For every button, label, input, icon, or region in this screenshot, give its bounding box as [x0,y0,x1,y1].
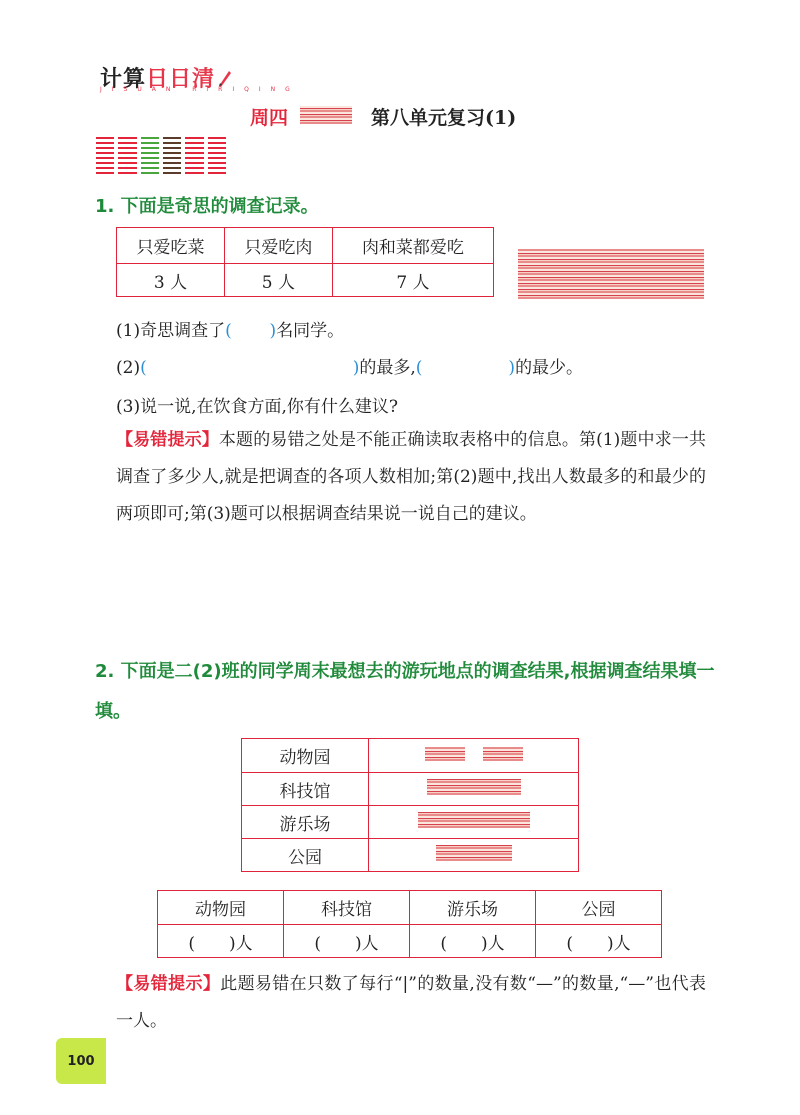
q1-error-tip: 【易错提示】本题的易错之处是不能正确读取表格中的信息。第(1)题中求一共调查了多少人,就是把调查的各项人数相加;第(2)题中,找出人数最多的和最少的两项即可;第(3)题可以根据调查结果说一说自己的建议。 [116,430,706,524]
answer-blank-cell[interactable]: ( )人 [284,925,410,958]
answer-header-cell: 公园 [536,891,662,925]
day-label: 周四 [250,107,289,129]
answer-header-cell: 动物园 [158,891,284,925]
question-1-title: 1. 下面是奇思的调查记录。 [95,196,319,217]
tally-row-label: 科技馆 [242,773,369,806]
q1-value-cell: 3 人 [117,264,225,297]
question-2-title: 2. 下面是二(2)班的同学周末最想去的游玩地点的调查结果,根据调查结果填一填。 [95,661,715,722]
decorative-stripes [96,134,226,174]
q1-sub3: (3)说一说,在饮食方面,你有什么建议? [116,397,399,417]
q1-header-cell: 只爱吃菜 [117,228,225,264]
q1-sub2: (2)( )的最多,( )的最少。 [116,358,584,378]
day-scribble [300,106,352,124]
tally-row-label: 公园 [242,839,369,872]
tally-marks [369,773,579,806]
page-number: 100 [56,1038,106,1084]
tally-row-label: 动物园 [242,739,369,773]
answer-header-cell: 科技馆 [284,891,410,925]
q2-error-tip: 【易错提示】此题易错在只数了每行“|”的数量,没有数“—”的数量,“—”也代表一人。 [116,974,707,1031]
brand-subtitle: JISUAN RIRIQING [100,86,300,93]
pen-icon [217,68,233,88]
tally-row-label: 游乐场 [242,806,369,839]
q1-header-cell: 只爱吃肉 [224,228,332,264]
q1-value-cell: 5 人 [224,264,332,297]
tally-marks [369,839,579,872]
q2-answer-table [157,890,662,958]
answer-blank-cell[interactable]: ( )人 [410,925,536,958]
tally-marks [369,806,579,839]
scribble-block [518,249,704,299]
tally-marks [369,739,579,773]
answer-blank-cell[interactable]: ( )人 [536,925,662,958]
q1-value-cell: 7 人 [332,264,493,297]
unit-title: 第八单元复习(1) [371,107,517,129]
q1-sub1: (1)奇思调查了( )名同学。 [116,321,345,341]
answer-blank-cell[interactable]: ( )人 [158,925,284,958]
q1-header-cell: 肉和菜都爱吃 [332,228,493,264]
brand-text: 计算日日清 [100,67,216,92]
q1-survey-table [116,227,494,297]
q2-tally-table [241,738,579,872]
answer-header-cell: 游乐场 [410,891,536,925]
